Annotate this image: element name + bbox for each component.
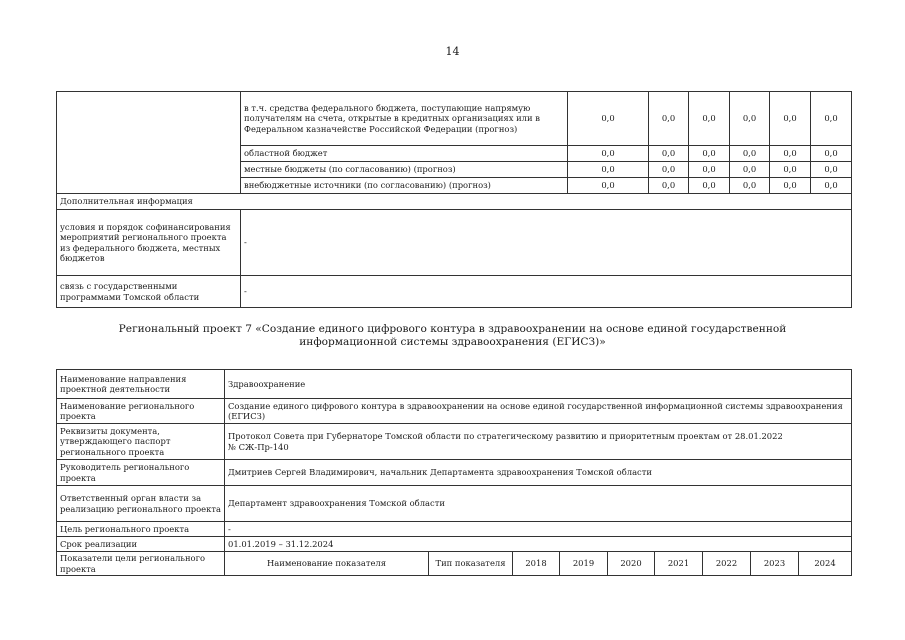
budget-value: 0,0 — [811, 146, 852, 162]
empty-cell — [57, 92, 241, 194]
requisites-value — [225, 424, 852, 460]
requisites-label: Реквизиты документа, утверждающего паспорт регионального проекта — [57, 424, 225, 460]
table-row — [57, 424, 852, 460]
table-row — [57, 276, 852, 308]
table-row — [57, 522, 852, 537]
budget-value: 0,0 — [770, 178, 811, 194]
budget-value: 0,0 — [568, 146, 649, 162]
table-row — [57, 537, 852, 552]
budget-value: 0,0 — [770, 162, 811, 178]
section-heading-line2: информационной системы здравоохранения (ЕГИСЗ)» — [299, 336, 606, 348]
indicator-name-header: Наименование показателя — [225, 552, 429, 576]
table-row — [57, 210, 852, 276]
period-label: Срок реализации — [57, 537, 225, 552]
page-number: 14 — [445, 45, 460, 58]
year-header: 2020 — [608, 552, 655, 576]
indicator-type-header: Тип показателя — [429, 552, 513, 576]
budget-value: 0,0 — [568, 178, 649, 194]
budget-value: 0,0 — [689, 162, 730, 178]
requisites-value-line2: № СЖ-Пр-140 — [228, 441, 289, 452]
project-name-label: Наименование регионального проекта — [57, 399, 225, 424]
table-row — [57, 486, 852, 522]
additional-info-label: Дополнительная информация — [57, 194, 852, 210]
budget-value: 0,0 — [649, 162, 689, 178]
budget-value: 0,0 — [649, 178, 689, 194]
section-heading — [80, 323, 825, 349]
year-header: 2018 — [513, 552, 560, 576]
year-header: 2024 — [799, 552, 852, 576]
budget-value: 0,0 — [568, 162, 649, 178]
project-head-value: Дмитриев Сергей Владимирович, начальник Департамента здравоохранения Томской области — [225, 460, 852, 486]
project-passport-table — [56, 369, 852, 576]
programs-label: связь с государственными программами Томской области — [57, 276, 241, 308]
programs-value: - — [241, 276, 852, 308]
budget-row-label: областной бюджет — [241, 146, 568, 162]
budget-row-label: внебюджетные источники (по согласованию) (прогноз) — [241, 178, 568, 194]
budget-row-label: местные бюджеты (по согласованию) (прогноз) — [241, 162, 568, 178]
responsible-body-value: Департамент здравоохранения Томской области — [225, 486, 852, 522]
table-row — [57, 552, 852, 576]
table-row — [57, 460, 852, 486]
direction-value: Здравоохранение — [225, 370, 852, 399]
budget-value: 0,0 — [770, 92, 811, 146]
cofinancing-label: условия и порядок софинансирования мероприятий регионального проекта из федерального бюджета, местных бюджетов — [57, 210, 241, 276]
budget-value: 0,0 — [811, 92, 852, 146]
budget-value: 0,0 — [649, 146, 689, 162]
budget-value: 0,0 — [689, 92, 730, 146]
cofinancing-value: - — [241, 210, 852, 276]
budget-value: 0,0 — [649, 92, 689, 146]
project-name-value: Создание единого цифрового контура в здравоохранении на основе единой государственной информационной системы здравоохранения (ЕГИСЗ) — [225, 399, 852, 424]
table-row — [57, 399, 852, 424]
budget-value: 0,0 — [730, 178, 770, 194]
section-heading-line1: Региональный проект 7 «Создание единого цифрового контура в здравоохранении на основе единой государственной — [118, 323, 787, 335]
period-value: 01.01.2019 – 31.12.2024 — [225, 537, 852, 552]
direction-label: Наименование направления проектной деятельности — [57, 370, 225, 399]
table-row — [57, 194, 852, 210]
requisites-value-line1: Протокол Совета при Губернаторе Томской области по стратегическому развитию и приоритетным проектам от 28.01.2022 — [228, 431, 783, 441]
budget-value: 0,0 — [811, 162, 852, 178]
year-header: 2019 — [560, 552, 608, 576]
project-goal-value: - — [225, 522, 852, 537]
table-row — [57, 92, 852, 146]
budget-value: 0,0 — [568, 92, 649, 146]
year-header: 2023 — [751, 552, 799, 576]
budget-value: 0,0 — [811, 178, 852, 194]
budget-value: 0,0 — [730, 146, 770, 162]
project-goal-label: Цель регионального проекта — [57, 522, 225, 537]
budget-value: 0,0 — [689, 178, 730, 194]
year-header: 2022 — [703, 552, 751, 576]
table-row — [57, 370, 852, 399]
budget-value: 0,0 — [730, 162, 770, 178]
indicators-label: Показатели цели регионального проекта — [57, 552, 225, 576]
year-header: 2021 — [655, 552, 703, 576]
project-head-label: Руководитель регионального проекта — [57, 460, 225, 486]
responsible-body-label: Ответственный орган власти за реализацию регионального проекта — [57, 486, 225, 522]
budget-row-label: в т.ч. средства федерального бюджета, поступающие напрямую получателям на счета, открытые в кредитных организациях или в Федеральном казначействе Российской Федерации (прогноз) — [241, 92, 568, 146]
budget-value: 0,0 — [730, 92, 770, 146]
budget-table — [56, 91, 852, 308]
budget-value: 0,0 — [770, 146, 811, 162]
budget-value: 0,0 — [689, 146, 730, 162]
